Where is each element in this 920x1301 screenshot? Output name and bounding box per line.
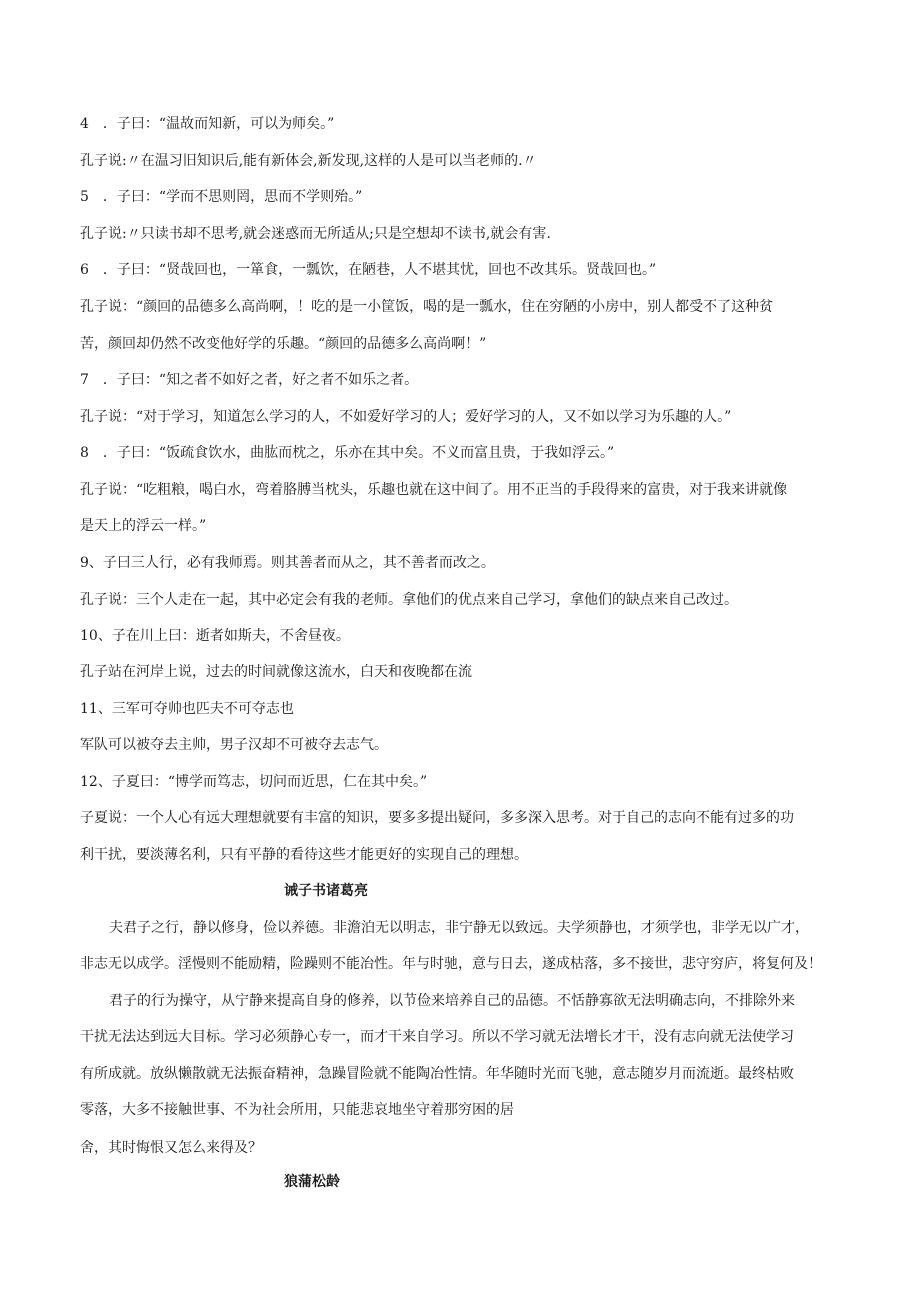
analects-8-translation-line-2: 是天上的浮云一样。”: [80, 518, 207, 534]
analects-8-quote: 8 ．子曰：“饭疏食饮水，曲肱而枕之，乐亦在其中矣。不义而富且贵，于我如浮云。”: [80, 445, 615, 461]
essay-translation-line-4: 零落，大多不接触世事、不为社会所用，只能悲哀地坐守着那穷困的居: [80, 1102, 514, 1118]
essay-translation-line-1: 君子的行为操守，从宁静来提高自身的修养，以节俭来培养自己的品德。不恬静寡欲无法明确志向，不排除外来: [109, 993, 795, 1009]
analects-10-translation: 孔子站在河岸上说，过去的时间就像这流水，白天和夜晚都在流: [80, 664, 472, 680]
essay-translation-line-2: 干扰无法达到远大目标。学习必须静心专一，而才干来自学习。所以不学习就无法增长才干，没有志向就无法使学习: [80, 1029, 794, 1045]
analects-5-translation: 孔子说:〃只读书却不思考,就会迷惑而无所适从;只是空想却不读书,就会有害.: [80, 226, 551, 242]
essay-translation-line-5: 舍，其时悔恨又怎么来得及？: [80, 1140, 262, 1156]
analects-9-quote: 9、子曰三人行，必有我师焉。则其善者而从之，其不善者而改之。: [80, 555, 495, 571]
next-section-title: 狼蒲松龄: [284, 1174, 340, 1190]
analects-12-translation-line-1: 子夏说：一个人心有远大理想就要有丰富的知识，要多多提出疑问，多多深入思考。对于自己的志向不能有过多的功: [80, 810, 794, 826]
analects-7-translation: 孔子说：“对于学习，知道怎么学习的人，不如爱好学习的人；爱好学习的人，又不如以学习为乐趣的人。”: [80, 409, 732, 425]
analects-4-translation: 孔子说:〃在温习旧知识后,能有新体会,新发现,这样的人是可以当老师的.〃: [80, 153, 537, 169]
essay-title: 诫子书诸葛亮: [284, 883, 368, 899]
analects-7-quote: 7 ．子曰：“知之者不如好之者，好之者不如乐之者。: [80, 372, 419, 388]
essay-translation-line-3: 有所成就。放纵懒散就无法振奋精神，急躁冒险就不能陶冶性情。年华随时光而飞驰，意志随岁月而流逝。最终枯败: [80, 1066, 794, 1082]
essay-original-line-2: 非志无以成学。淫慢则不能励精，险躁则不能冶性。年与时驰，意与日去，遂成枯落，多不接世，悲守穷庐，将复何及！: [80, 956, 822, 972]
analects-6-translation-line-1: 孔子说：“颜回的品德多么高尚啊，！吃的是一小筐饭，喝的是一瓢水，住在穷陋的小房中，别人都受不了这种贫: [80, 299, 774, 315]
analects-5-quote: 5 ．子曰：“学而不思则罔，思而不学则殆。”: [80, 189, 363, 205]
analects-11-translation: 军队可以被夺去主帅，男子汉却不可被夺去志气。: [80, 737, 388, 753]
analects-6-quote: 6 ．子曰：“贤哉回也，一箪食，一瓢饮，在陋巷，人不堪其忧，回也不改其乐。贤哉回也。”: [80, 262, 657, 278]
essay-original-line-1: 夫君子之行，静以修身，俭以养德。非澹泊无以明志，非宁静无以致远。夫学须静也，才须学也，非学无以广才，: [109, 920, 809, 936]
analects-4-quote: 4 ．子曰：“温故而知新，可以为师矣。”: [80, 116, 335, 132]
analects-12-translation-line-2: 利干扰，要淡薄名利，只有平静的看待这些才能更好的实现自己的理想。: [80, 847, 528, 863]
analects-6-translation-line-2: 苦，颜回却仍然不改变他好学的乐趣。“颜回的品德多么高尚啊！”: [80, 336, 487, 352]
analects-12-quote: 12、子夏曰：“博学而笃志，切问而近思，仁在其中矣。”: [80, 774, 428, 790]
analects-9-translation: 孔子说：三个人走在一起，其中必定会有我的老师。拿他们的优点来自己学习，拿他们的缺点来自己改过。: [80, 592, 738, 608]
analects-10-quote: 10、子在川上曰：逝者如斯夫，不舍昼夜。: [80, 628, 350, 644]
analects-8-translation-line-1: 孔子说：“吃粗粮，喝白水，弯着胳膊当枕头，乐趣也就在这中间了。用不正当的手段得来的富贵，对于我来讲就像: [80, 482, 788, 498]
analects-11-quote: 11、三军可夺帅也匹夫不可夺志也: [80, 701, 294, 717]
